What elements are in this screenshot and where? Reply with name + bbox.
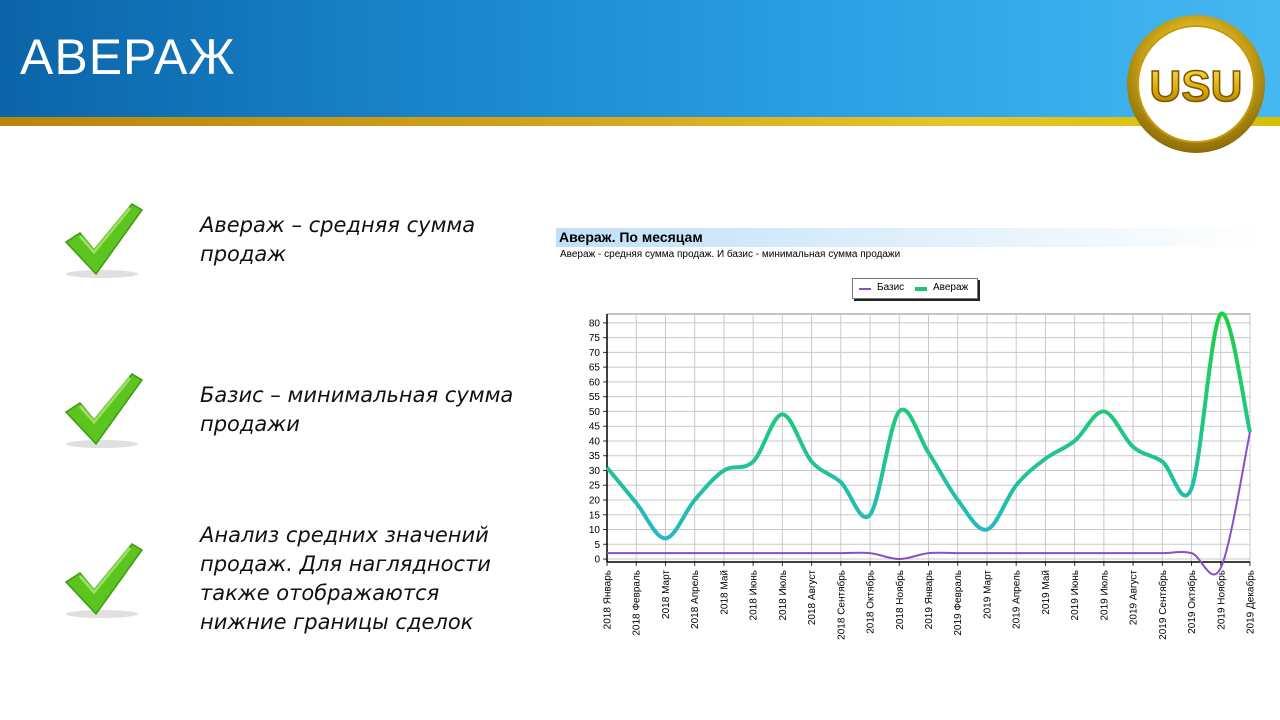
x-tick-label: 2019 Июль — [1099, 570, 1111, 621]
checkmark-icon — [60, 200, 150, 280]
x-tick-label: 2018 Апрель — [690, 570, 702, 629]
x-tick-label: 2018 Май — [719, 570, 731, 615]
legend-swatch-base — [859, 288, 871, 290]
logo-text: USU — [1149, 62, 1243, 111]
y-tick-label: 0 — [594, 554, 600, 566]
x-tick-label: 2019 Сентябрь — [1157, 570, 1169, 640]
chart-legend — [852, 278, 978, 299]
y-tick-label: 75 — [588, 333, 600, 345]
x-tick-label: 2019 Февраль — [953, 570, 965, 636]
x-tick-label: 2018 Февраль — [631, 570, 643, 636]
y-tick-label: 65 — [588, 362, 600, 374]
y-tick-label: 50 — [588, 406, 600, 418]
line-chart — [560, 300, 1260, 655]
bullet-text-3: Анализ средних значений продаж. Для наглядности также отображаются нижние границы сделок — [200, 523, 491, 634]
legend-label-base: Базис — [877, 282, 905, 293]
legend-label-average: Авераж — [933, 282, 969, 293]
x-tick-label: 2019 Март — [982, 570, 994, 619]
x-tick-label: 2019 Январь — [924, 570, 935, 630]
header-gold-stripe — [0, 117, 1280, 126]
y-tick-label: 40 — [588, 436, 600, 448]
x-tick-label: 2019 Ноябрь — [1216, 570, 1228, 630]
legend-swatch-average — [915, 287, 927, 291]
x-tick-label: 2018 Январь — [602, 570, 614, 630]
y-tick-label: 5 — [594, 539, 600, 551]
y-tick-label: 80 — [588, 318, 600, 330]
y-tick-label: 70 — [588, 347, 600, 359]
y-tick-label: 20 — [588, 495, 600, 507]
y-tick-label: 25 — [588, 480, 600, 492]
checkmark-icon — [60, 540, 150, 620]
x-tick-label: 2019 Июнь — [1070, 570, 1082, 621]
y-tick-label: 10 — [588, 525, 600, 537]
chart-subtitle: Авераж - средняя сумма продаж. И базис - минимальная сумма продажи — [560, 249, 901, 260]
usu-logo — [1125, 13, 1267, 155]
y-tick-label: 45 — [588, 421, 600, 433]
y-tick-label: 15 — [588, 510, 600, 522]
x-tick-label: 2018 Сентябрь — [836, 570, 848, 640]
x-tick-label: 2019 Август — [1128, 570, 1140, 626]
y-tick-label: 55 — [588, 392, 600, 404]
checkmark-icon — [60, 370, 150, 450]
x-tick-label: 2018 Август — [807, 570, 819, 626]
x-tick-label: 2018 Март — [660, 570, 672, 619]
x-tick-label: 2018 Июль — [777, 570, 789, 621]
x-tick-label: 2018 Ноябрь — [894, 570, 906, 630]
x-tick-label: 2019 Апрель — [1011, 570, 1023, 629]
x-tick-label: 2018 Июнь — [748, 570, 760, 621]
x-tick-label: 2019 Май — [1040, 570, 1052, 615]
y-tick-label: 60 — [588, 377, 600, 389]
bullet-text-1: Авераж – средняя сумма продаж — [200, 213, 476, 266]
x-tick-label: 2019 Декабрь — [1245, 570, 1257, 635]
y-tick-label: 35 — [588, 451, 600, 463]
x-tick-label: 2018 Октябрь — [865, 570, 877, 634]
bullet-text-2: Базис – минимальная сумма продажи — [200, 383, 514, 436]
y-tick-label: 30 — [588, 465, 600, 477]
page-title: АВЕРАЖ — [20, 29, 236, 85]
x-tick-label: 2019 Октябрь — [1187, 570, 1199, 634]
chart-title: Авераж. По месяцам — [559, 229, 703, 245]
